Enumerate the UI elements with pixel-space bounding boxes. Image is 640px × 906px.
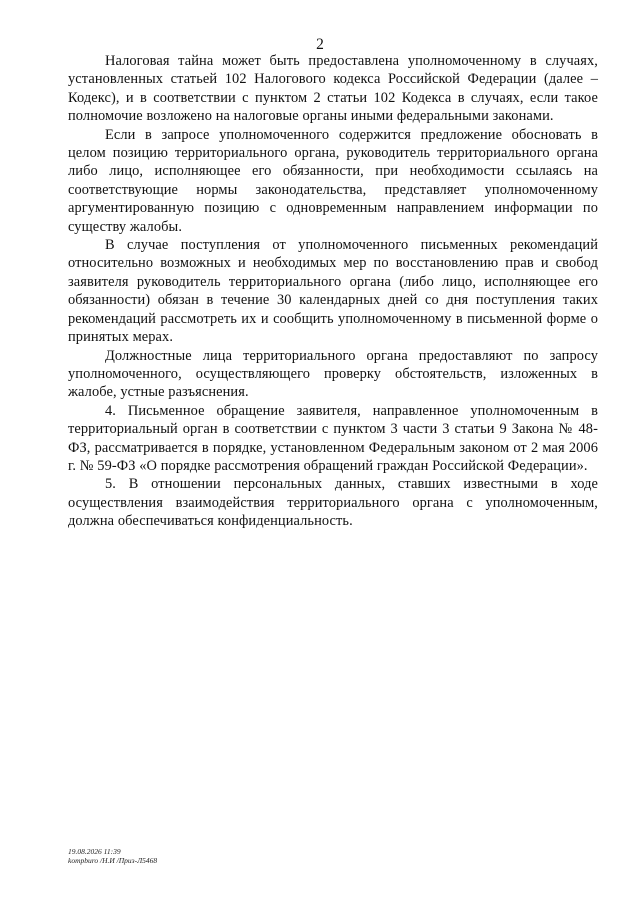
footer-timestamp: 19.08.2026 11:39 (68, 847, 121, 856)
paragraph-tax-secrecy: Налоговая тайна может быть предоставлена уполномоченному в случаях, установленных статьей 102 Налогового кодекса Российской Федерации (далее – Кодекс), и в соответствии с пунктом 2 статьи 102 Кодекса в случаях, если такое полномочие возложено на налоговые органы иными федеральными законами. (68, 53, 598, 125)
paragraph-item-5: 5. В отношении персональных данных, ставших известными в ходе осуществления взаимодействия территориального органа с уполномоченным, должна обеспечиваться конфиденциальность. (68, 476, 598, 530)
paragraph-item-4: 4. Письменное обращение заявителя, направленное уполномоченным в территориальный орган в соответствии с пунктом 3 части 3 статьи 9 Закона № 48-ФЗ, рассматривается в порядке, установленном Федеральным законом от 2 мая 2006 г. № 59-ФЗ «О порядке рассмотрения обращений граждан Российской Федерации». (68, 402, 598, 474)
document-body (68, 52, 598, 531)
page-number: 2 (316, 36, 324, 53)
footer-document-code: kompburo /Н.И /Приз-Л5468 (68, 856, 158, 865)
paragraph-written-recommendations: В случае поступления от уполномоченного письменных рекомендаций относительно возможных и необходимых мер по восстановлению прав и свобод заявителя руководитель территориального органа (либо лицо, исполняющее его обязанности) обязан в течение 30 календарных дней со дня поступления таких рекомендаций рассмотреть их и сообщить уполномоченному в письменной форме о принятых мерах. (68, 237, 598, 346)
print-stamp-footer (68, 847, 157, 865)
paragraph-oral-explanations: Должностные лица территориального органа предоставляют по запросу уполномоченного, осуществляющего проверку обстоятельств, изложенных в жалобе, устные разъяснения. (68, 347, 598, 401)
paragraph-position-justification: Если в запросе уполномоченного содержится предложение обосновать в целом позицию территориального органа, руководитель территориального органа либо лицо, исполняющее его обязанности, при необходимости ссылаясь на соответствующие нормы законодательства, представляет уполномоченному аргументированную позицию с одновременным направлением информации по существу жалобы. (68, 126, 598, 235)
